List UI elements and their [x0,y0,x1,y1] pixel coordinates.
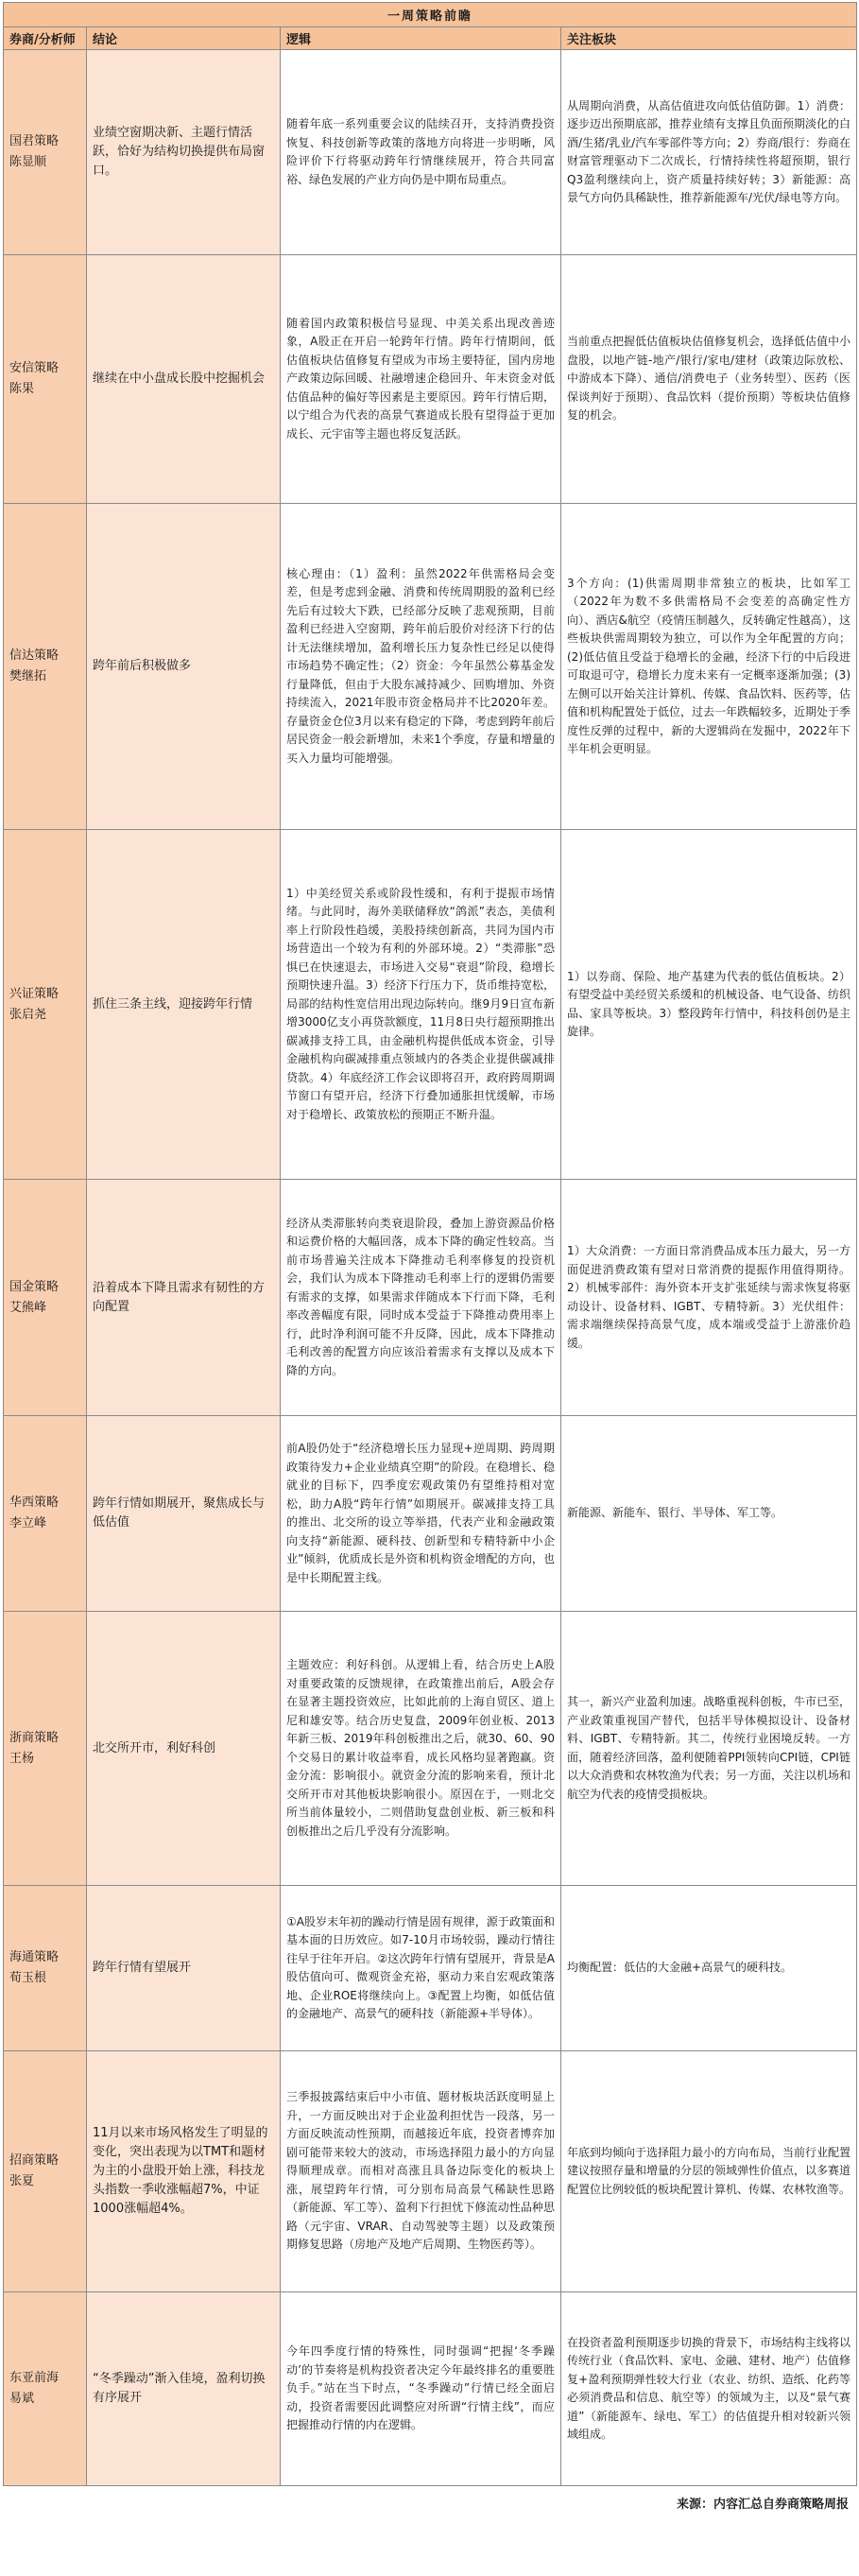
logic-cell: 随着年底一系列重要会议的陆续召开，支持消费投资恢复、科技创新等政策的落地方向将进一步明晰，风险评价下行将驱动跨年行情继续展开，符合共同富裕、绿色发展的产业方向仍是中期布局重点。 [281,50,561,255]
header-broker: 券商/分析师 [4,27,87,50]
conclusion-cell: 继续在中小盘成长股中挖掘机会 [87,255,281,504]
broker-name: 海通策略 [9,1950,60,1964]
broker-name: 国君策略 [9,134,60,148]
table-row [4,2051,857,2292]
table-row [4,1886,857,2051]
analyst-name: 艾熊峰 [9,1300,47,1315]
logic-cell: 核心理由：（1）盈利：虽然2022年供需格局会变差，但是考虑到金融、消费和传统周期股的盈利已经先后有过较大下跌，已经部分反映了悲观预期，目前盈利已经进入空窗期，跨年前后股价对经济下行的估计无法继续增加，盈利增长压力复杂性已经足以使得市场趋势不确定性；（2）资金：今年虽然公募基金发行量降低，但由于大股东减持减少、回购增加、外资持续流入，2021年股市资金格局并不比2020年差。存量资金仓位3月以来有稳定的下降，考虑到跨年前后居民资金一般会新增加，未来1个季度，存量和增量的买入力量均可能增强。 [281,504,561,830]
source-note-wrapper [3,2486,856,2512]
conclusion-cell: “冬季躁动”渐入佳境，盈利切换有序展开 [87,2292,281,2486]
table-row [4,50,857,255]
table-row [4,504,857,830]
logic-cell: 三季报披露结束后中小市值、题材板块活跃度明显上升，一方面反映出对于企业盈利担忧告一段落，另一方面反映流动性预期，而越接近年底，投资者博弈加剧可能带来较大的波动，市场选择阻力最小的方向显得顺理成章。而相对高涨且具备边际变化的板块上涨，展望跨年行情，可分别布局高景气稀缺性思路（新能源、军工等）、盈利下行担忧下修流动性品种思路（元宇宙、VRAR、自动驾驶等主题）以及政策预期修复思路（房地产及地产后周期、生物医药等）。 [281,2051,561,2292]
broker-cell [4,255,87,504]
broker-cell [4,2051,87,2292]
analyst-name: 荀玉根 [9,1971,47,1985]
table-row [4,1180,857,1416]
table-row [4,2292,857,2486]
source-note: 来源：内容汇总自券商策略周报 [676,2498,849,2512]
analyst-name: 陈显顺 [9,155,47,169]
broker-cell [4,1886,87,2051]
sectors-cell: 1）大众消费：一方面日常消费品成本压力最大，另一方面促进消费政策有望对日常消费的提振作用值得期待。2）机械零部件：海外资本开支扩张延续与需求恢复将驱动设计、设备材料、IGBT、专精特新。3）光伏组件：需求端继续保持高景气度，成本端或受益于上游涨价趋缓。 [561,1180,857,1416]
sectors-cell: 当前重点把握低估值板块估值修复机会，选择低估值中小盘股，以地产链-地产/银行/家电/建材（政策边际放松、中游成本下降）、通信/消费电子（业务转型）、医药（医保谈判好于预期）、食品饮料（提价预期）等板块估值修复的机会。 [561,255,857,504]
table-row [4,255,857,504]
table-title: 一周策略前瞻 [4,3,857,27]
broker-cell [4,2292,87,2486]
header-logic: 逻辑 [281,27,561,50]
header-sectors: 关注板块 [561,27,857,50]
logic-cell: 1）中美经贸关系或阶段性缓和，有利于提振市场情绪。与此同时，海外美联储释放“鸽派”表态，美债利率上行阶段性趋缓，美股持续创新高，共同为国内市场营造出一个较为有利的外部环境。2）“类滞胀”恐惧已在快速退去，市场进入交易“衰退”阶段，稳增长预期快速升温。3）经济下行压力下，货币维持宽松，局部的结构性宽信用出现边际转向。继9月9日宣布新增3000亿支小再贷款额度，11月8日央行超预期推出碳减排支持工具，由金融机构提供低成本资金，引导金融机构向碳减排重点领域内的各类企业提供碳减排贷款。4）年底经济工作会议即将召开，政府跨周期调节窗口有望开启，经济下行叠加通胀担忧缓解，市场对于稳增长、政策放松的预期正不断升温。 [281,830,561,1180]
broker-cell [4,1416,87,1612]
broker-name: 招商策略 [9,2153,60,2168]
logic-cell: ①A股岁末年初的躁动行情是固有规律，源于政策面和基本面的日历效应。如7-10月市场较弱，躁动行情往往早于往年开启。②这次跨年行情有望展开，背景是A股估值向可、微观资金充裕，驱动力来自宏观政策落地、企业ROE将继续向上。③配置上均衡，如低估值的金融地产、高景气的硬科技（新能源+半导体）。 [281,1886,561,2051]
conclusion-cell: 11月以来市场风格发生了明显的变化，突出表现为以TMT和题材为主的小盘股开始上涨，科技龙头指数一季收涨幅超7%，中证1000涨幅超4%。 [87,2051,281,2292]
broker-name: 东亚前海 [9,2371,60,2385]
logic-cell: 前A股仍处于“经济稳增长压力显现+逆周期、跨周期政策待发力+企业业绩真空期”的阶段。在稳增长、稳就业的目标下，四季度宏观政策仍有望维持相对宽松，助力A股“跨年行情”如期展开。碳减排支持工具的推出、北交所的设立等举措，代表产业和金融政策向支持“新能源、硬科技、创新型和专精特新中小企业”倾斜，优质成长是外资和机构资金增配的方向，也是中长期配置主线。 [281,1416,561,1612]
broker-name: 浙商策略 [9,1730,60,1745]
sectors-cell: 新能源、新能车、银行、半导体、军工等。 [561,1416,857,1612]
broker-cell [4,1180,87,1416]
table-row [4,1612,857,1886]
broker-cell [4,830,87,1180]
conclusion-cell: 业绩空窗期决新、主题行情活跃，恰好为结构切换提供布局窗口。 [87,50,281,255]
broker-cell [4,50,87,255]
broker-name: 国金策略 [9,1279,60,1294]
conclusion-cell: 跨年行情如期展开，聚焦成长与低估值 [87,1416,281,1612]
analyst-name: 王杨 [9,1751,35,1766]
strategy-table [3,2,857,2486]
analyst-name: 张夏 [9,2174,35,2188]
logic-cell: 经济从类滞胀转向类衰退阶段，叠加上游资源品价格和运费价格的大幅回落，成本下降的确定性较高。当前市场普遍关注成本下降推动毛利率修复的投资机会，我们认为成本下降推动毛利率上行的逻辑仍需要有需求的支撑，如果需求伴随成本下行而下降，毛利率改善幅度有限，同时成本受益于下降推动费用率上行，此时净利润可能不升反降，因此，成本下降推动毛利改善的配置方向应该沿着需求有支撑以及成本下降的方向。 [281,1180,561,1416]
sectors-cell: 其一，新兴产业盈利加速。战略重视科创板，牛市已至，产业政策重视国产替代，包括半导体模拟设计、设备材料、IGBT、专精特新。其二，传统行业困境反转。一方面，随着经济回落，盈利便随着PPI领转向CPI链，CPI链以大众消费和农林牧渔为代表；另一方面，关注以机场和航空为代表的疫情受损板块。 [561,1612,857,1886]
header-conclusion: 结论 [87,27,281,50]
logic-cell: 今年四季度行情的特殊性，同时强调“把握‘冬季躁动’的节奏将是机构投资者决定今年最终排名的重要胜负手。”站在当下时点，“冬季躁动”行情已经全面启动，投资者需要因此调整应对所谓“行情主线”，而应把握推动行情的内在逻辑。 [281,2292,561,2486]
table-row [4,1416,857,1612]
broker-cell [4,504,87,830]
logic-cell: 随着国内政策积极信号显现、中美关系出现改善迹象，A股正在开启一轮跨年行情。跨年行情期间，低估值板块估值修复有望成为市场主要特征，国内房地产政策边际回暖、社融增速企稳回升、年末资金对低估值品种的偏好等因素是主要原因。跨年行情后期，以宁组合为代表的高景气赛道成长股有望得益于更加成长、元宇宙等主题也将反复活跃。 [281,255,561,504]
broker-name: 华西策略 [9,1495,60,1510]
conclusion-cell: 北交所开市，利好科创 [87,1612,281,1886]
analyst-name: 李立峰 [9,1516,47,1530]
analyst-name: 陈果 [9,382,35,396]
sectors-cell: 3个方向：(1)供需周期非常独立的板块，比如军工（2022年为数不多供需格局不会变差的高确定性方向）、酒店&航空（疫情压制越久，反转确定性越高），这些板块供需周期较为独立，可以作为全年配置的方向；(2)低估值且受益于稳增长的金融，经济下行的中后段进可取退可守，稳增长力度未来有一定概率逐渐加强；(3)左侧可以开始关注计算机、传媒、食品饮料、医药等，估值和机构配置处于低位，过去一年跌幅较多，近期处于季度性反弹的过程中，新的大逻辑尚在发掘中，2022年下半年机会更明显。 [561,504,857,830]
sectors-cell: 年底到均倾向于选择阻力最小的方向布局，当前行业配置建议按照存量和增量的分层的领域弹性价值点，以多赛道配置位比例较低的板块配置计算机、传媒、农林牧渔等。 [561,2051,857,2292]
conclusion-cell: 跨年前后积极做多 [87,504,281,830]
table-row [4,830,857,1180]
conclusion-cell: 抓住三条主线，迎接跨年行情 [87,830,281,1180]
analyst-name: 易斌 [9,2392,35,2406]
sectors-cell: 1）以券商、保险、地产基建为代表的低估值板块。2）有望受益中美经贸关系缓和的机械设备、电气设备、纺织品、家具等板块。3）整段跨年行情中，科技科创仍是主旋律。 [561,830,857,1180]
broker-name: 安信策略 [9,361,60,375]
broker-name: 信达策略 [9,648,60,663]
sectors-cell: 均衡配置：低估的大金融+高景气的硬科技。 [561,1886,857,2051]
logic-cell: 主题效应：利好科创。从逻辑上看，结合历史上A股对重要政策的反馈规律，在政策推出前后，A股会存在显著主题投资效应，比如此前的上海自贸区、道上尼和雄安等。结合历史复盘，2009年创业板、2013年新三板、2019年科创板推出之后，就30、60、90个交易日的累计收益率看，成长风格均显著跑赢。资金分流：影响很小。就资金分流的影响来看，预计北交所开市对其他板块影响很小。原因在于，一则北交所当前体量较小，二则借助复盘创业板、新三板和科创板推出之后几乎没有分流影响。 [281,1612,561,1886]
sectors-cell: 从周期向消费，从高估值进攻向低估值防御。1）消费：逐步迈出预期底部，推荐业绩有支撑且负面预期淡化的白酒/生猪/乳业/汽车零部件等方向；2）券商/银行：券商在财富管理驱动下二次成长，行情持续性将超预期，银行Q3盈利继续向上，资产质量持续好转；3）新能源：高景气方向仍具稀缺性，推荐新能源车/光伏/绿电等方向。 [561,50,857,255]
analyst-name: 张启尧 [9,1007,47,1022]
sectors-cell: 在投资者盈利预期逐步切换的背景下，市场结构主线将以传统行业（食品饮料、家电、金融、建材、地产）估值修复+盈利预期弹性较大行业（农业、纺织、造纸、化药等必须消费品和信息、航空等）的领域为主，以及“景气赛道”（新能源车、绿电、军工）的估值提升相对较新兴领域组成。 [561,2292,857,2486]
broker-cell [4,1612,87,1886]
broker-name: 兴证策略 [9,986,60,1001]
analyst-name: 樊继拓 [9,669,47,683]
conclusion-cell: 跨年行情有望展开 [87,1886,281,2051]
conclusion-cell: 沿着成本下降且需求有韧性的方向配置 [87,1180,281,1416]
